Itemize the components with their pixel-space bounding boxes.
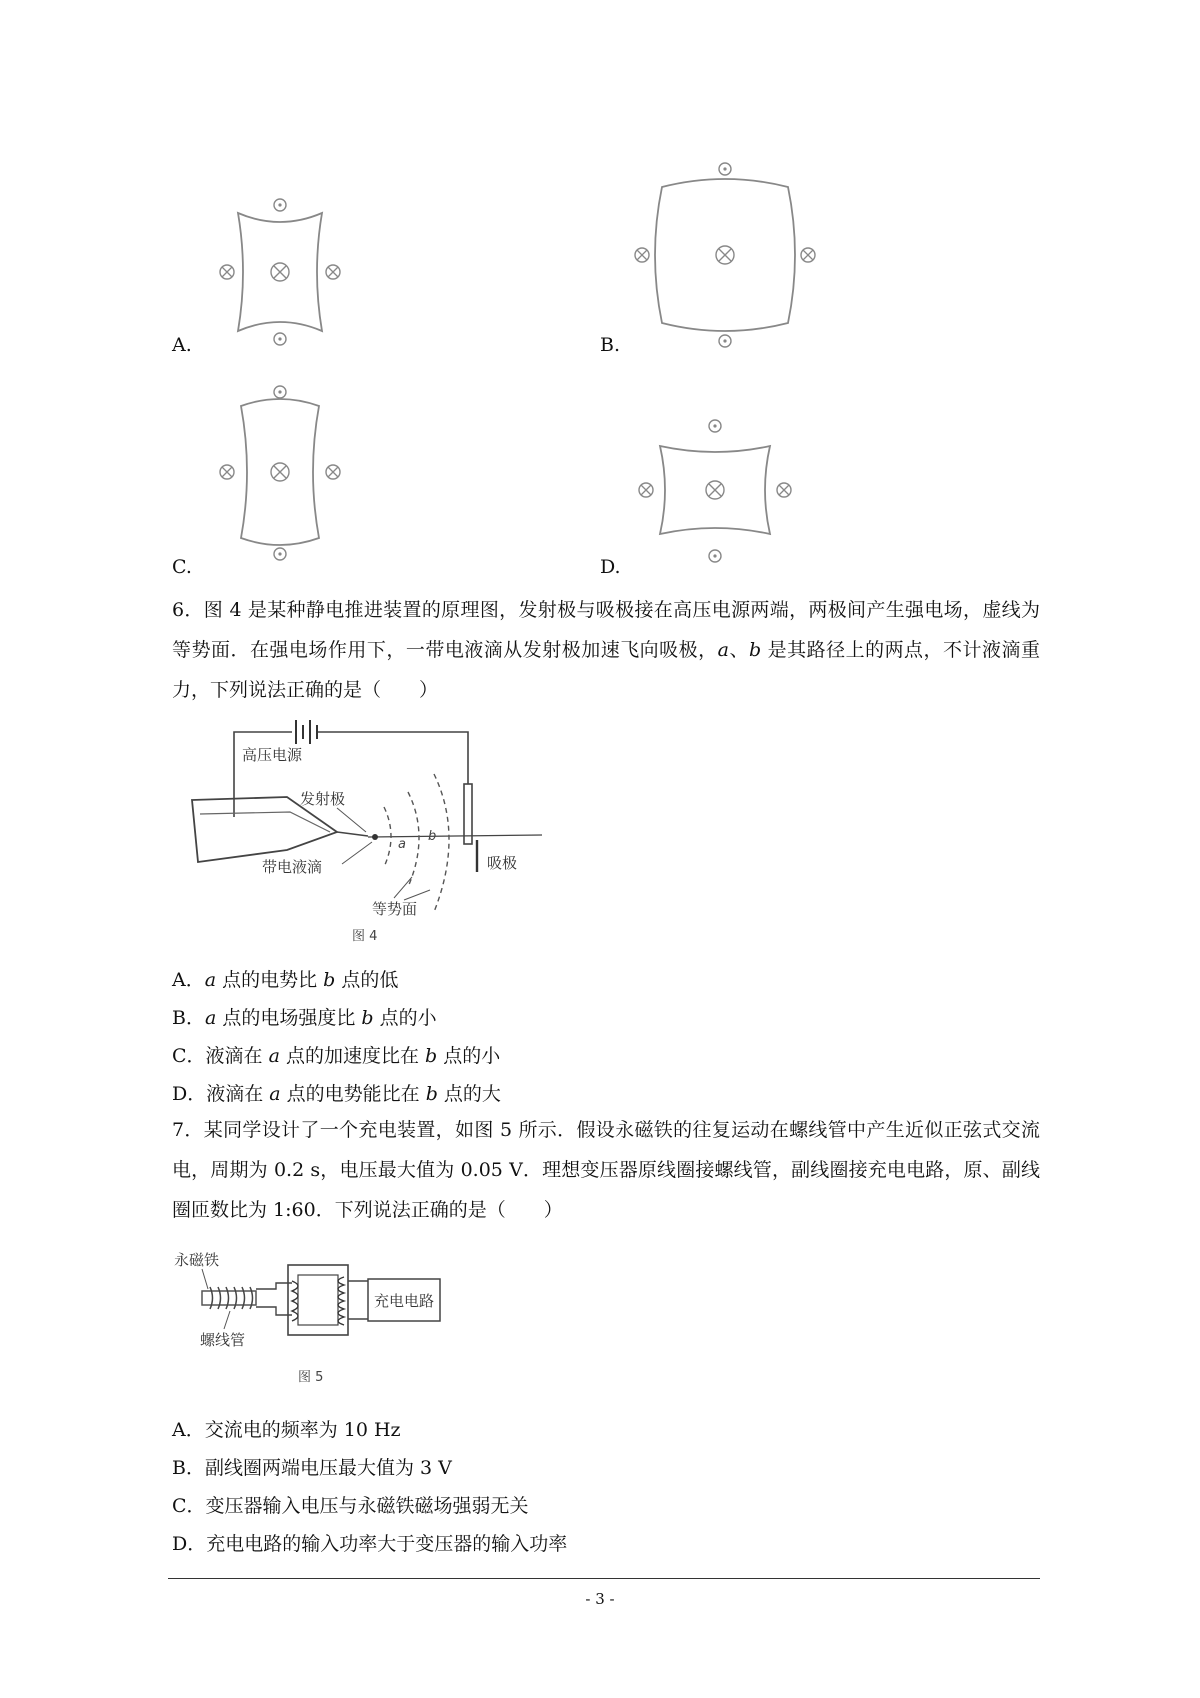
figure-4 xyxy=(172,712,552,952)
dot-symbol-icon xyxy=(719,335,731,347)
dot-symbol-icon xyxy=(274,548,286,560)
cross-symbol-icon xyxy=(706,481,724,499)
option-label-a: A. xyxy=(172,334,192,356)
option-figure-d xyxy=(630,410,800,570)
q6-option-a: A．a 点的电势比 b 点的低 xyxy=(172,969,399,991)
point-b-label: b xyxy=(428,829,437,844)
cross-symbol-icon xyxy=(271,463,289,481)
cross-symbol-icon xyxy=(635,248,649,262)
dot-symbol-icon xyxy=(709,550,721,562)
charging-circuit-label: 充电电路 xyxy=(374,1292,435,1310)
point-a-label: a xyxy=(398,837,406,852)
cross-symbol-icon xyxy=(326,465,340,479)
dot-symbol-icon xyxy=(274,386,286,398)
q7-option-a: A．交流电的频率为 10 Hz xyxy=(172,1419,401,1441)
q6-option-d: D．液滴在 a 点的电势能比在 b 点的大 xyxy=(172,1083,501,1105)
cross-symbol-icon xyxy=(639,483,653,497)
equipotential-label: 等势面 xyxy=(372,900,418,918)
q6-option-b: B．a 点的电场强度比 b 点的小 xyxy=(172,1007,437,1029)
dot-symbol-icon xyxy=(719,163,731,175)
battery-icon xyxy=(296,720,317,744)
option-figure-c xyxy=(205,380,355,565)
solenoid-label: 螺线管 xyxy=(200,1331,246,1349)
magnet-label: 永磁铁 xyxy=(174,1251,220,1269)
question-6-text: 6．图 4 是某种静电推进装置的原理图，发射极与吸极接在高压电源两端，两极间产生强电场，虚线为等势面．在强电场作用下，一带电液滴从发射极加速飞向吸极，a、b 是其路径上的两点，不计液滴重力，下列说法正确的是（ ） xyxy=(172,599,1040,701)
page-number: - 3 - xyxy=(585,1590,615,1608)
droplet-icon xyxy=(372,834,378,840)
cross-symbol-icon xyxy=(220,465,234,479)
dot-symbol-icon xyxy=(709,420,721,432)
absorber-label: 吸极 xyxy=(487,854,518,872)
figure-5-caption: 图 5 xyxy=(298,1370,324,1385)
footer-divider xyxy=(168,1578,1040,1579)
dot-symbol-icon xyxy=(274,333,286,345)
q7-option-d: D．充电电路的输入功率大于变压器的输入功率 xyxy=(172,1533,568,1555)
q6-option-c: C．液滴在 a 点的加速度比在 b 点的小 xyxy=(172,1045,501,1067)
cross-symbol-icon xyxy=(801,248,815,262)
option-figure-a xyxy=(205,195,355,350)
q7-option-c: C．变压器输入电压与永磁铁磁场强弱无关 xyxy=(172,1495,529,1517)
cross-symbol-icon xyxy=(777,483,791,497)
figure-4-caption: 图 4 xyxy=(352,929,378,944)
cross-symbol-icon xyxy=(716,246,734,264)
option-figure-b xyxy=(630,155,820,355)
q7-option-b: B．副线圈两端电压最大值为 3 V xyxy=(172,1457,452,1479)
option-label-d: D. xyxy=(600,556,621,578)
option-label-b: B. xyxy=(600,334,621,356)
figure-5 xyxy=(172,1245,452,1395)
cross-symbol-icon xyxy=(220,265,234,279)
option-label-c: C. xyxy=(172,556,192,578)
question-7-text: 7．某同学设计了一个充电装置，如图 5 所示．假设永磁铁的往复运动在螺线管中产生近似正弦式交流电，周期为 0.2 s，电压最大值为 0.05 V．理想变压器原线圈接螺线管，副线圈接充电电路，原、副线圈匝数比为 1:60．下列说法正确的是（ ） xyxy=(172,1119,1040,1221)
emitter-label: 发射极 xyxy=(300,790,346,808)
cross-symbol-icon xyxy=(326,265,340,279)
droplet-label: 带电液滴 xyxy=(262,858,323,876)
dot-symbol-icon xyxy=(274,199,286,211)
cross-symbol-icon xyxy=(271,263,289,281)
power-source-label: 高压电源 xyxy=(242,746,303,764)
